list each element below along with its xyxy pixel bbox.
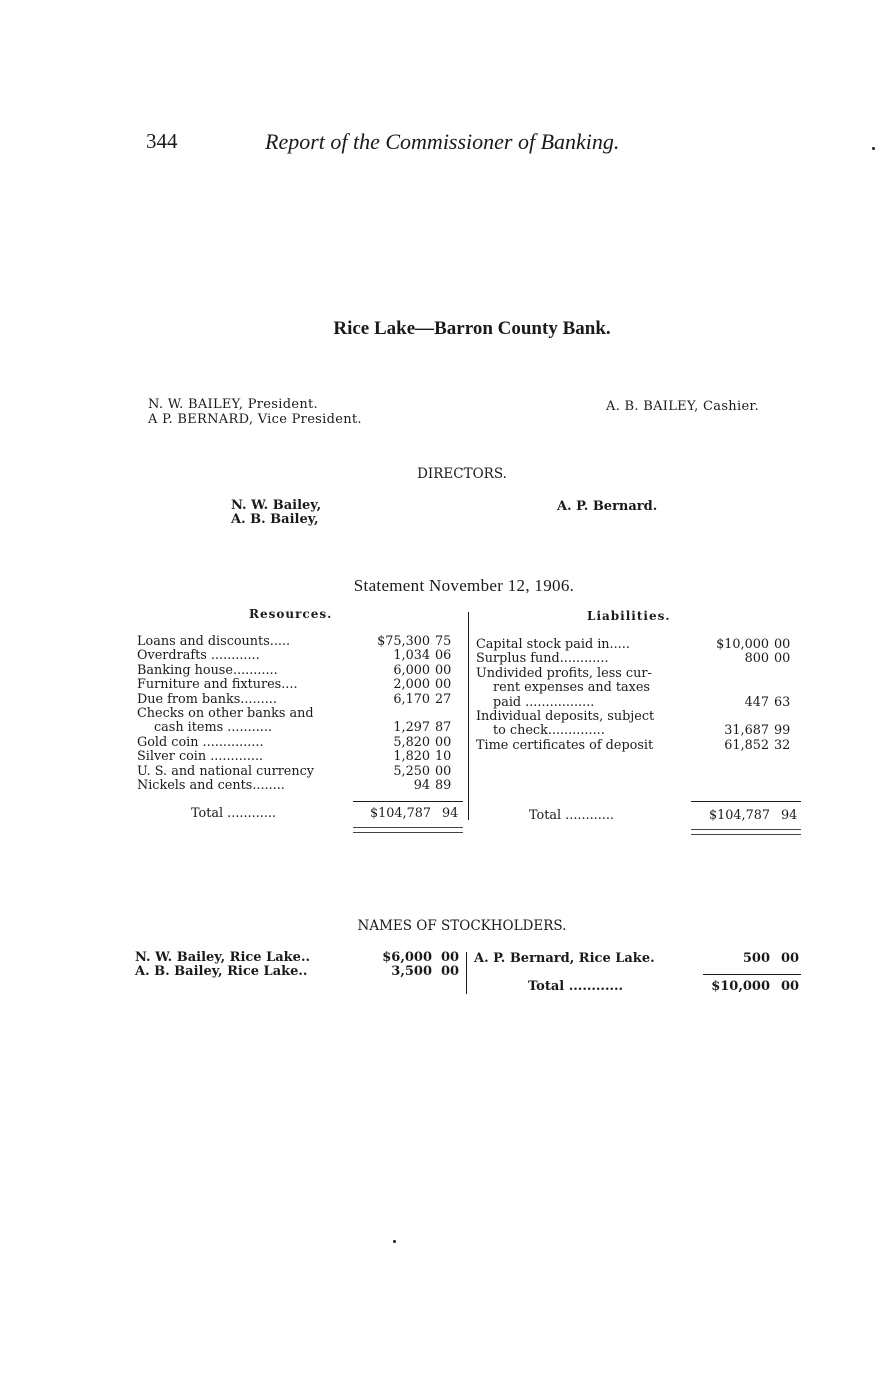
row-cents: 00 xyxy=(435,677,452,693)
resources-heading: Resources. xyxy=(249,607,333,621)
page-number: 344 xyxy=(146,129,178,153)
row-cents: 75 xyxy=(435,634,452,649)
table-row xyxy=(476,681,800,695)
row-dollars: 447 xyxy=(744,694,769,710)
row-dollars: 94 xyxy=(413,777,430,793)
row-label: Time certificates of deposit xyxy=(476,737,654,753)
table-row xyxy=(137,664,461,678)
director-name: N. W. Bailey, xyxy=(231,498,322,513)
row-dollars: 5,250 xyxy=(393,763,430,779)
stockholders-total-label: Total ............ xyxy=(528,979,624,994)
row-dollars: 5,820 xyxy=(393,734,430,750)
row-cents: 00 xyxy=(435,734,452,750)
directors-heading: DIRECTORS. xyxy=(417,466,507,482)
row-label: Surplus fund............ xyxy=(476,651,609,667)
resources-total-dollars: $104,787 xyxy=(369,806,431,821)
stockholders-heading: NAMES OF STOCKHOLDERS. xyxy=(357,918,567,934)
table-row xyxy=(476,652,800,666)
row-label: Due from banks......... xyxy=(137,691,277,707)
stockholder-name: A. B. Bailey, Rice Lake.. xyxy=(135,964,308,979)
resources-total-label: Total ............ xyxy=(191,806,276,821)
table-row xyxy=(137,736,461,750)
row-dollars: 6,170 xyxy=(393,691,430,707)
row-cents: 27 xyxy=(435,691,452,707)
row-label: Banking house........... xyxy=(137,662,278,678)
row-dollars: 31,687 xyxy=(724,723,769,739)
stockholders-total-dollars: $10,000 xyxy=(711,979,770,994)
liabilities-double-rule xyxy=(691,829,801,835)
officer-cashier: A. B. BAILEY, Cashier. xyxy=(606,399,759,414)
row-cents: 00 xyxy=(435,662,452,678)
stockholders-divider xyxy=(466,952,467,994)
table-row xyxy=(137,765,461,779)
table-row xyxy=(476,710,800,724)
director-name: A. P. Bernard. xyxy=(557,499,658,514)
bank-title: Rice Lake—Barron County Bank. xyxy=(333,318,611,339)
resources-total-cents: 94 xyxy=(442,806,459,821)
liabilities-total-dollars: $104,787 xyxy=(708,808,770,823)
resources-double-rule xyxy=(353,827,463,833)
table-row xyxy=(137,750,461,764)
row-dollars: 800 xyxy=(744,651,769,667)
row-cents: 63 xyxy=(774,694,791,710)
print-speck xyxy=(393,1240,396,1243)
row-dollars: 1,297 xyxy=(393,720,430,736)
row-label: U. S. and national currency xyxy=(137,763,315,779)
table-row xyxy=(476,739,800,753)
stockholder-cents: 00 xyxy=(441,950,460,965)
table-row xyxy=(476,696,800,710)
liabilities-table xyxy=(476,638,800,753)
row-label: Furniture and fixtures.... xyxy=(137,677,298,693)
row-label: paid ................. xyxy=(493,694,595,710)
row-cents: 00 xyxy=(774,651,791,667)
row-cents: 89 xyxy=(435,777,452,793)
statement-date: Statement November 12, 1906. xyxy=(353,576,575,595)
row-label: Individual deposits, subject xyxy=(476,708,655,724)
row-dollars: $10,000 xyxy=(716,637,769,652)
row-cents: 00 xyxy=(774,637,791,652)
director-name: A. B. Bailey, xyxy=(231,512,319,527)
table-row xyxy=(137,649,461,663)
table-row xyxy=(476,724,800,738)
row-label: Gold coin ............... xyxy=(137,734,264,750)
table-row xyxy=(476,638,800,652)
stockholder-dollars: 3,500 xyxy=(391,964,432,979)
row-label: Capital stock paid in..... xyxy=(476,637,630,652)
row-label: Overdrafts ............ xyxy=(137,648,260,664)
column-divider xyxy=(468,612,469,820)
stockholder-cents: 00 xyxy=(781,951,800,966)
table-row xyxy=(137,678,461,692)
stockholders-total-rule xyxy=(703,974,801,975)
liabilities-total-label: Total ............ xyxy=(529,808,614,823)
running-head: Report of the Commissioner of Banking. xyxy=(265,129,620,154)
stockholder-dollars: $6,000 xyxy=(382,950,432,965)
row-dollars: 1,820 xyxy=(393,749,430,765)
officer-president: N. W. BAILEY, President. xyxy=(148,397,318,412)
row-label: Nickels and cents........ xyxy=(137,777,285,793)
row-cents: 87 xyxy=(435,720,452,736)
table-row xyxy=(137,721,461,735)
row-label: to check.............. xyxy=(493,723,605,739)
liabilities-total-cents: 94 xyxy=(781,808,798,823)
stockholders-total-cents: 00 xyxy=(781,979,800,994)
row-label: Checks on other banks and xyxy=(137,705,314,721)
row-label: Undivided profits, less cur- xyxy=(476,665,652,681)
row-label: Loans and discounts..... xyxy=(137,634,291,649)
table-row xyxy=(137,707,461,721)
table-row xyxy=(137,779,461,793)
row-label: Silver coin ............. xyxy=(137,749,264,765)
row-cents: 10 xyxy=(435,749,452,765)
row-label: cash items ........... xyxy=(154,720,272,736)
row-dollars: 6,000 xyxy=(393,662,430,678)
print-speck xyxy=(872,147,875,150)
table-row xyxy=(476,667,800,681)
row-cents: 32 xyxy=(774,737,791,753)
row-dollars: 1,034 xyxy=(393,648,430,664)
row-cents: 06 xyxy=(435,648,452,664)
liabilities-heading: Liabilities. xyxy=(587,609,671,623)
stockholder-name: N. W. Bailey, Rice Lake.. xyxy=(135,950,310,965)
row-label: rent expenses and taxes xyxy=(493,680,650,696)
liabilities-total-rule xyxy=(691,801,801,802)
officer-vice-president: A P. BERNARD, Vice President. xyxy=(148,412,362,427)
row-cents: 99 xyxy=(774,723,791,739)
resources-table xyxy=(137,635,461,793)
table-row xyxy=(137,693,461,707)
stockholder-name: A. P. Bernard, Rice Lake. xyxy=(474,951,655,966)
row-dollars: 61,852 xyxy=(724,737,769,753)
row-cents: 00 xyxy=(435,763,452,779)
row-dollars: 2,000 xyxy=(393,677,430,693)
resources-total-rule xyxy=(353,801,463,802)
row-dollars: $75,300 xyxy=(377,634,430,649)
stockholder-dollars: 500 xyxy=(742,951,770,966)
stockholder-cents: 00 xyxy=(441,964,460,979)
table-row xyxy=(137,635,461,649)
